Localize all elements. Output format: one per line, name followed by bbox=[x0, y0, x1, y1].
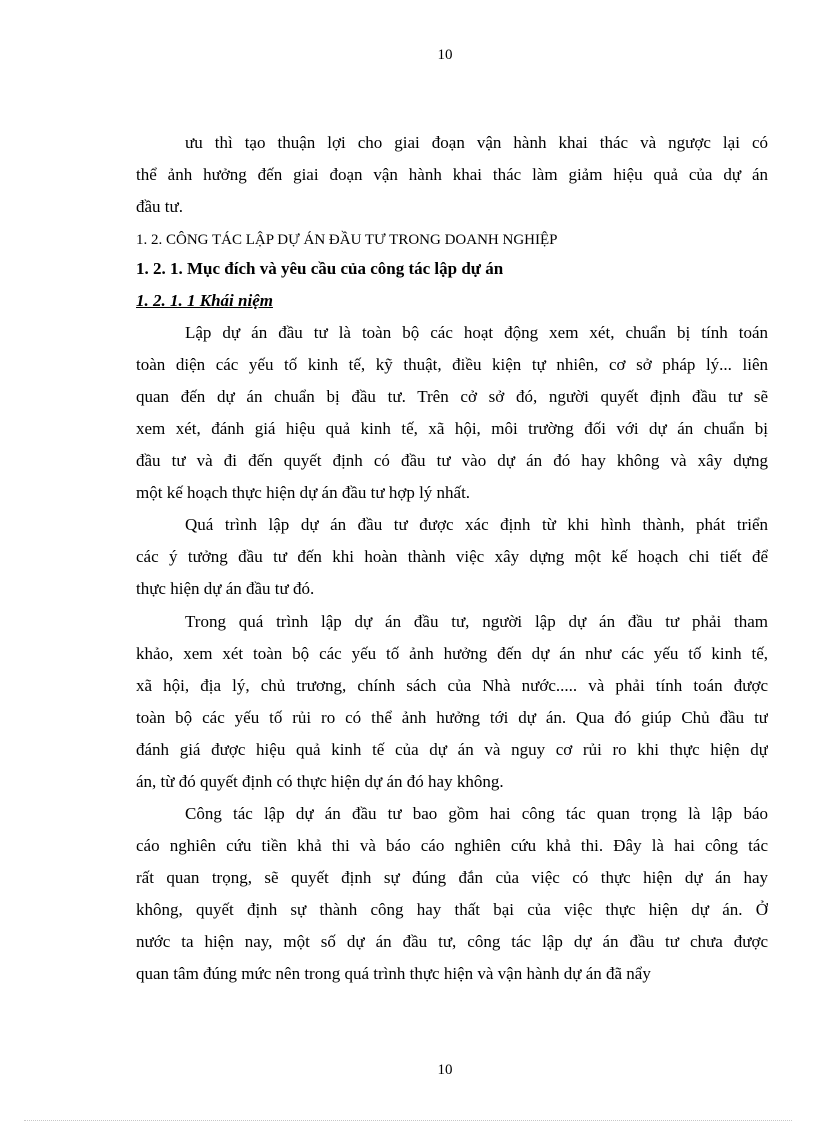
paragraph-line: nước ta hiện nay, một số dự án đầu tư, công tác lập dự án đầu tư chưa được bbox=[136, 932, 768, 951]
paragraph-definition bbox=[136, 317, 768, 509]
paragraph-line: quan đến dự án chuẩn bị đầu tư. Trên cở sở đó, người quyết định đầu tư sẽ bbox=[136, 387, 768, 406]
paragraph-line: ưu thì tạo thuận lợi cho giai đoạn vận hành khai thác và ngược lại có bbox=[185, 133, 768, 152]
paragraph-line: thể ảnh hưởng đến giai đoạn vận hành khai thác làm giảm hiệu quả của dự án bbox=[136, 165, 768, 184]
paragraph-line: xã hội, địa lý, chủ trương, chính sách của Nhà nước..... và phải tính toán được bbox=[136, 676, 768, 695]
paragraph-process bbox=[136, 509, 768, 605]
subsubsection-heading: 1. 2. 1. 1 Khái niệm bbox=[136, 291, 273, 310]
paragraph-line: án, từ đó quyết định có thực hiện dự án đó hay không. bbox=[136, 772, 504, 791]
paragraph-line: Trong quá trình lập dự án đầu tư, người lập dự án đầu tư phải tham bbox=[185, 612, 768, 631]
paragraph-line: quan tâm đúng mức nên trong quá trình thực hiện và vận hành dự án đã nẩy bbox=[136, 964, 651, 983]
page-number-top: 10 bbox=[437, 47, 453, 63]
page-bottom-divider bbox=[24, 1120, 792, 1121]
section-heading: 1. 2. CÔNG TÁC LẬP DỰ ÁN ĐẦU TƯ TRONG DOANH NGHIỆP bbox=[136, 232, 558, 248]
paragraph-line: đầu tư. bbox=[136, 197, 183, 216]
paragraph-line: xem xét, đánh giá hiệu quả kinh tế, xã hội, môi trường đối với dự án chuẩn bị bbox=[136, 419, 768, 438]
paragraph-line: Lập dự án đầu tư là toàn bộ các hoạt động xem xét, chuẩn bị tính toán bbox=[185, 323, 768, 342]
paragraph-line: rất quan trọng, sẽ quyết định sự đúng đắn của việc có thực hiện dự án hay bbox=[136, 868, 768, 887]
paragraph-factors bbox=[136, 606, 768, 798]
paragraph-line: một kế hoạch thực hiện dự án đầu tư hợp lý nhất. bbox=[136, 483, 471, 502]
paragraph-line: toàn bộ các yếu tố rủi ro có thể ảnh hưởng tới dự án. Qua đó giúp Chủ đầu tư bbox=[136, 708, 768, 727]
paragraph-line: các ý tưởng đầu tư đến khi hoàn thành việc xây dựng một kế hoạch chi tiết để bbox=[136, 547, 768, 566]
paragraph-line: không, quyết định sự thành công hay thất bại của việc thực hiện dự án. Ở bbox=[136, 900, 768, 919]
paragraph-line: đầu tư và đi đến quyết định có đầu tư vào dự án đó hay không và xây dựng bbox=[136, 451, 768, 470]
paragraph-feasibility bbox=[136, 798, 768, 990]
paragraph-line: Quá trình lập dự án đầu tư được xác định từ khi hình thành, phát triển bbox=[185, 515, 768, 534]
intro-paragraph bbox=[136, 127, 768, 223]
paragraph-line: khảo, xem xét toàn bộ các yếu tố ảnh hưởng đến dự án như các yếu tố kinh tế, bbox=[136, 644, 768, 663]
paragraph-line: Công tác lập dự án đầu tư bao gồm hai công tác quan trọng là lập báo bbox=[185, 804, 768, 823]
paragraph-line: thực hiện dự án đầu tư đó. bbox=[136, 579, 315, 598]
paragraph-line: đánh giá được hiệu quả kinh tế của dự án và nguy cơ rủi ro khi thực hiện dự bbox=[136, 740, 768, 759]
paragraph-line: cáo nghiên cứu tiền khả thi và báo cáo nghiên cứu khả thi. Đây là hai công tác bbox=[136, 836, 768, 855]
paragraph-line: toàn diện các yếu tố kinh tế, kỹ thuật, điều kiện tự nhiên, cơ sở pháp lý... liên bbox=[136, 355, 768, 374]
subsection-heading: 1. 2. 1. Mục đích và yêu cầu của công tác lập dự án bbox=[136, 259, 504, 278]
page-number-bottom: 10 bbox=[437, 1062, 453, 1078]
